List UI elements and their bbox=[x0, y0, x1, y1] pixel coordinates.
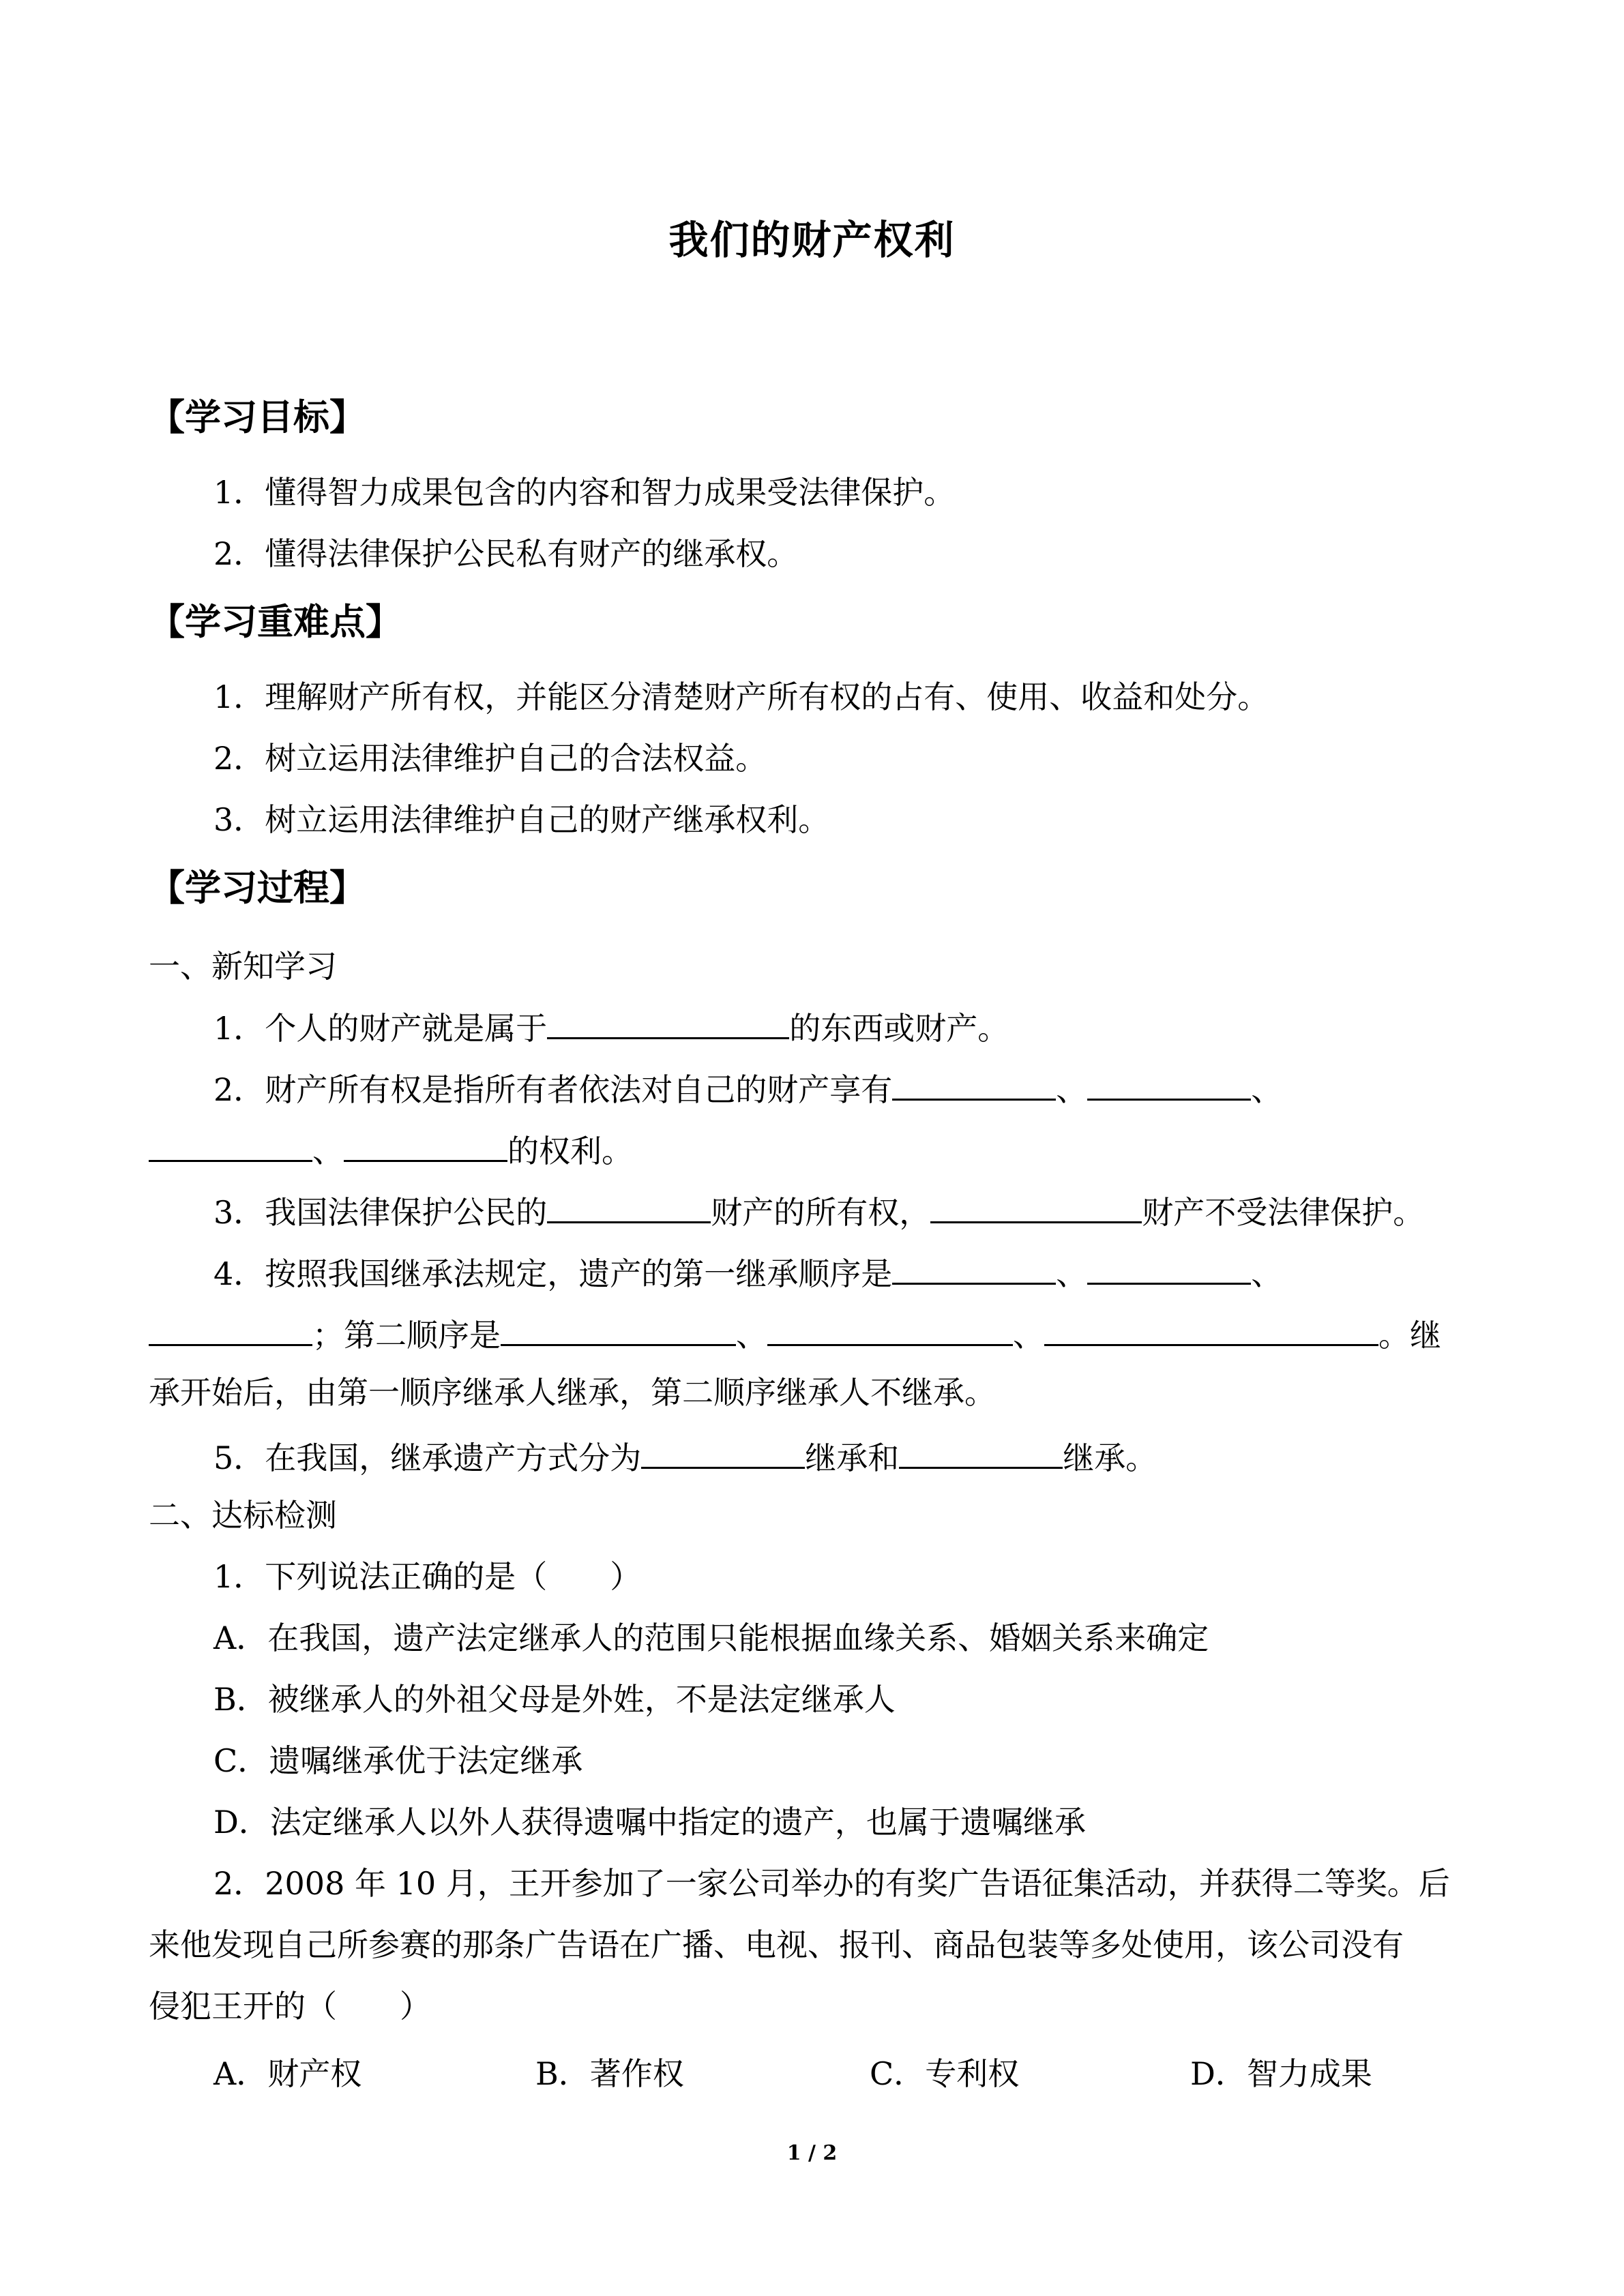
answer-blank bbox=[547, 1006, 789, 1039]
answer-blank bbox=[344, 1129, 507, 1162]
answer-blank bbox=[892, 1067, 1056, 1101]
mc-question-2: 2．2008 年 10 月，王开参加了一家公司举办的有奖广告语征集活动，并获得二等奖。后 bbox=[213, 1865, 1450, 1902]
goal-item: 2．懂得法律保护公民私有财产的继承权。 bbox=[213, 535, 799, 572]
answer-blank bbox=[1087, 1067, 1251, 1101]
mc-option: C．遗嘱继承优于法定继承 bbox=[213, 1742, 583, 1779]
goals-heading: 【学习目标】 bbox=[149, 397, 366, 438]
part2-heading: 二、达标检测 bbox=[149, 1497, 337, 1534]
mc-option: C．专利权 bbox=[870, 2055, 1020, 2092]
answer-blank bbox=[149, 1129, 312, 1162]
fill-question-2: 2．财产所有权是指所有者依法对自己的财产享有 、 、 bbox=[213, 1067, 1282, 1109]
mc-option: B．著作权 bbox=[535, 2055, 684, 2092]
fill-question-1: 1．个人的财产就是属于 的东西或财产。 bbox=[213, 1006, 1009, 1047]
page-number: 1 / 2 bbox=[786, 2141, 838, 2165]
fill-question-4-cont2: 承开始后，由第一顺序继承人继承，第二顺序继承人不继承。 bbox=[149, 1374, 996, 1411]
mc-option: D．法定继承人以外人获得遗嘱中指定的遗产，也属于遗嘱继承 bbox=[213, 1804, 1086, 1840]
answer-blank bbox=[1044, 1313, 1378, 1346]
goal-item: 1．懂得智力成果包含的内容和智力成果受法律保护。 bbox=[213, 474, 956, 511]
keypoints-heading: 【学习重难点】 bbox=[149, 601, 402, 643]
answer-blank bbox=[641, 1435, 805, 1469]
part1-heading: 一、新知学习 bbox=[149, 948, 337, 985]
keypoint-item: 2．树立运用法律维护自己的合法权益。 bbox=[213, 740, 767, 777]
answer-blank bbox=[767, 1313, 1013, 1346]
fill-question-5: 5．在我国，继承遗产方式分为 继承和 继承。 bbox=[213, 1435, 1157, 1477]
process-heading: 【学习过程】 bbox=[149, 867, 366, 909]
mc-option: A．财产权 bbox=[213, 2055, 362, 2092]
keypoint-item: 1．理解财产所有权，并能区分清楚财产所有权的占有、使用、收益和处分。 bbox=[213, 679, 1269, 715]
answer-blank bbox=[547, 1190, 711, 1223]
fill-question-4: 4．按照我国继承法规定，遗产的第一继承顺序是 、 、 bbox=[213, 1251, 1282, 1293]
answer-blank bbox=[149, 1313, 312, 1346]
answer-blank bbox=[1087, 1251, 1251, 1285]
mc-option: A．在我国，遗产法定继承人的范围只能根据血缘关系、婚姻关系来确定 bbox=[213, 1620, 1209, 1656]
mc-question-2-cont: 侵犯王开的（ ） bbox=[149, 1988, 431, 2025]
fill-question-4-cont: ；第二顺序是 、 、 。继 bbox=[149, 1313, 1441, 1354]
mc-option: B．被继承人的外祖父母是外姓，不是法定继承人 bbox=[213, 1681, 896, 1718]
answer-blank bbox=[892, 1251, 1056, 1285]
fill-question-2-cont: 、 的权利。 bbox=[149, 1129, 633, 1170]
fill-question-3: 3．我国法律保护公民的 财产的所有权， 财产不受法律保护。 bbox=[213, 1190, 1424, 1232]
answer-blank bbox=[930, 1190, 1142, 1223]
page-title: 我们的财产权利 bbox=[668, 217, 956, 263]
answer-blank bbox=[899, 1435, 1063, 1469]
answer-blank bbox=[501, 1313, 736, 1346]
mc-option: D．智力成果 bbox=[1190, 2055, 1372, 2092]
mc-question-2-cont: 来他发现自己所参赛的那条广告语在广播、电视、报刊、商品包装等多处使用，该公司没有 bbox=[149, 1926, 1404, 1963]
keypoint-item: 3．树立运用法律维护自己的财产继承权利。 bbox=[213, 801, 830, 838]
mc-question-1: 1．下列说法正确的是（ ） bbox=[213, 1558, 642, 1595]
